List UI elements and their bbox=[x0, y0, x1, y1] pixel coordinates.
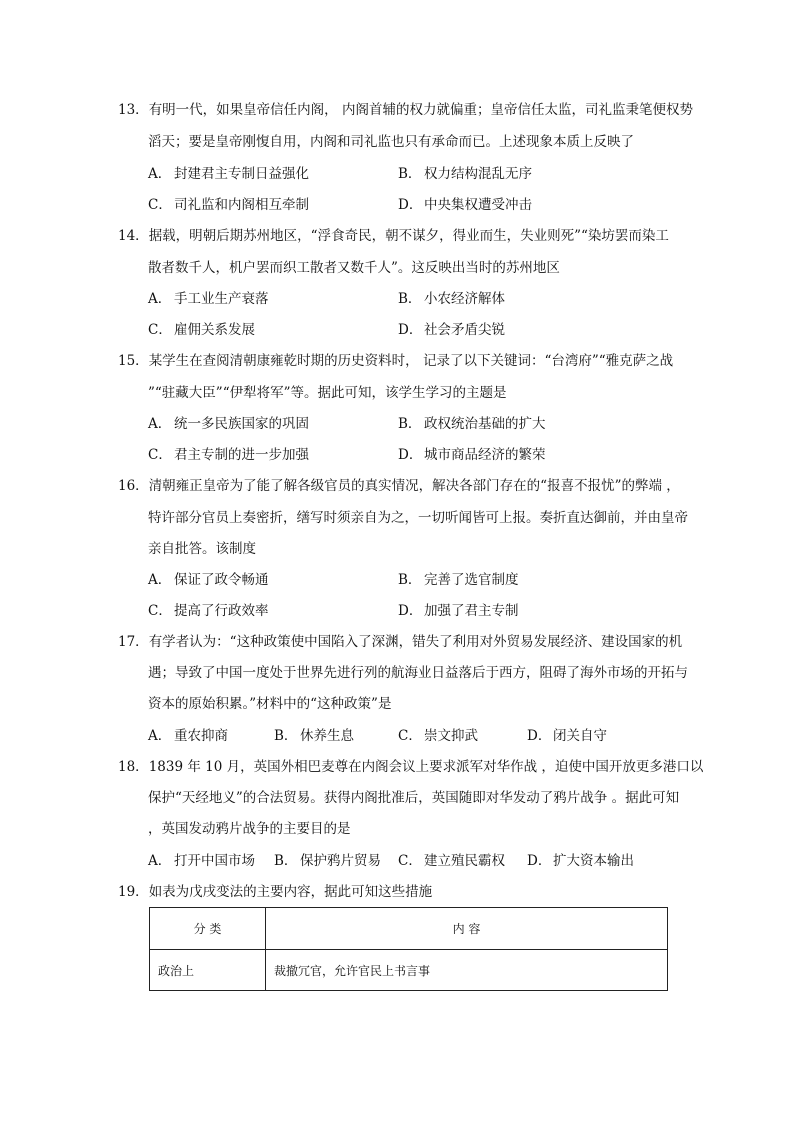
q17-option-c: C． 崇文抑武 bbox=[398, 728, 478, 744]
q18-option-d: D． 扩大资本输出 bbox=[527, 853, 634, 869]
q17-option-b: B． 休养生息 bbox=[274, 728, 354, 744]
q13-number: 13． bbox=[118, 102, 149, 118]
q18-line-2: 保护“天经地义”的合法贸易。获得内阁批准后，英国随即对华发动了鸦片战争 。据此可知 bbox=[148, 790, 680, 806]
table-cell-category: 政治上 bbox=[150, 950, 266, 991]
q16-option-c: C． 提高了行政效率 bbox=[148, 603, 269, 619]
q13-option-b: B． 权力结构混乱无序 bbox=[398, 166, 532, 182]
table-cell-content: 裁撤冗官，允许官民上书言事 bbox=[266, 950, 668, 991]
q19-text-1: 如表为戊戌变法的主要内容，据此可知这些措施 bbox=[148, 884, 433, 900]
q14-option-d: D． 社会矛盾尖锐 bbox=[398, 322, 505, 338]
q15-line-1 bbox=[118, 352, 673, 370]
q14-line-1 bbox=[118, 227, 669, 245]
q13-option-d: D． 中央集权遭受冲击 bbox=[398, 197, 532, 213]
table-header-content: 内 容 bbox=[266, 908, 668, 950]
q14-line-2: 散者数千人，机户罢而织工散者又数千人”。这反映出当时的苏州地区 bbox=[148, 260, 560, 276]
q17-line-2: 遇；导致了中国一度处于世界先进行列的航海业日益落后于西方，阻碍了海外市场的开拓与 bbox=[148, 665, 688, 681]
q18-option-c: C． 建立殖民霸权 bbox=[398, 853, 505, 869]
table-header-category: 分 类 bbox=[150, 908, 266, 950]
q15-option-b: B． 政权统治基础的扩大 bbox=[398, 416, 546, 432]
q17-number: 17． bbox=[118, 634, 149, 650]
q13-option-c: C． 司礼监和内阁相互牵制 bbox=[148, 197, 309, 213]
q16-text-1: 清朝雍正皇帝为了能了解各级官员的真实情况，解决各部门存在的“报喜不报忧”的弊端 ， bbox=[148, 478, 680, 494]
q16-option-b: B． 完善了选官制度 bbox=[398, 572, 519, 588]
q15-option-c: C． 君主专制的进一步加强 bbox=[148, 447, 309, 463]
q13-line-2: 滔天；要是皇帝刚愎自用，内阁和司礼监也只有承命而已。上述现象本质上反映了 bbox=[148, 134, 634, 150]
q19-table bbox=[149, 907, 668, 991]
q17-line-1 bbox=[118, 633, 682, 651]
q17-option-a: A． 重农抑商 bbox=[148, 728, 228, 744]
q15-text-1: 某学生在查阅清朝康雍乾时期的历史资料时， 记录了以下关键词：“台湾府”“雅克萨之战 bbox=[148, 353, 674, 369]
table-row bbox=[150, 950, 668, 991]
q14-number: 14． bbox=[118, 228, 149, 244]
q19-number: 19． bbox=[118, 884, 149, 900]
q14-option-b: B． 小农经济解体 bbox=[398, 291, 505, 307]
q16-line-2: 特许部分官员上奏密折，缮写时须亲自为之，一切听闻皆可上报。奏折直达御前，并由皇帝 bbox=[148, 510, 688, 526]
q18-line-3: ，英国发动鸦片战争的主要目的是 bbox=[148, 821, 351, 837]
q15-number: 15． bbox=[118, 353, 149, 369]
q18-text-1: 1839 年 10 月，英国外相巴麦尊在内阁会议上要求派军对华作战 ，迫使中国开放更多港口以 bbox=[148, 759, 704, 775]
q16-line-3: 亲自批答。该制度 bbox=[148, 541, 256, 557]
q19-line-1 bbox=[118, 883, 432, 901]
q18-option-b: B． 保护鸦片贸易 bbox=[274, 853, 381, 869]
q15-option-d: D． 城市商品经济的繁荣 bbox=[398, 447, 546, 463]
q15-option-a: A． 统一多民族国家的巩固 bbox=[148, 416, 309, 432]
table-header-row bbox=[150, 908, 668, 950]
q13-line-1 bbox=[118, 101, 693, 119]
q18-line-1 bbox=[118, 758, 703, 776]
q14-option-c: C． 雇佣关系发展 bbox=[148, 322, 255, 338]
q17-line-3: 资本的原始积累。”材料中的“这种政策”是 bbox=[148, 696, 392, 712]
q16-option-a: A． 保证了政令畅通 bbox=[148, 572, 269, 588]
q15-line-2: ”“驻藏大臣”“伊犁将军”等。据此可知，该学生学习的主题是 bbox=[148, 385, 507, 401]
q17-text-1: 有学者认为：“这种政策使中国陷入了深渊，错失了利用对外贸易发展经济、建设国家的机 bbox=[148, 634, 683, 650]
q13-option-a: A． 封建君主专制日益强化 bbox=[148, 166, 309, 182]
q13-text-1: 有明一代，如果皇帝信任内阁， 内阁首辅的权力就偏重；皇帝信任太监，司礼监秉笔便权势 bbox=[148, 102, 693, 118]
q18-option-a: A． 打开中国市场 bbox=[148, 853, 255, 869]
q14-text-1: 据载，明朝后期苏州地区，“浮食奇民，朝不谋夕，得业而生，失业则死”“染坊罢而染工 bbox=[148, 228, 669, 244]
q18-number: 18． bbox=[118, 759, 149, 775]
q14-option-a: A． 手工业生产衰落 bbox=[148, 291, 269, 307]
q16-number: 16． bbox=[118, 478, 149, 494]
q16-line-1 bbox=[118, 477, 680, 495]
q16-option-d: D． 加强了君主专制 bbox=[398, 603, 519, 619]
q17-option-d: D． 闭关自守 bbox=[527, 728, 607, 744]
